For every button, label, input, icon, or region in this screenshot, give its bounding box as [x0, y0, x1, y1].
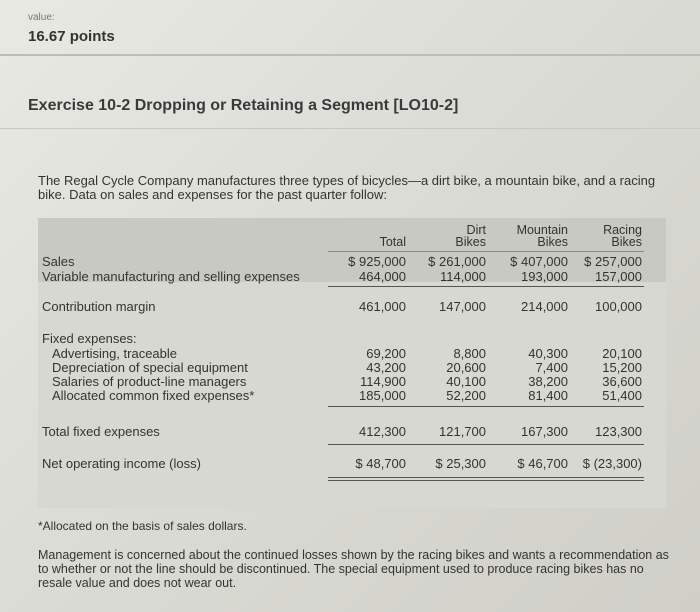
cell-mountain: 38,200: [528, 374, 568, 389]
row-label: Total fixed expenses: [42, 424, 160, 439]
row-label: Sales: [42, 254, 75, 269]
table-row-sales: [38, 254, 666, 269]
divider-mid: [0, 128, 700, 129]
cell-racing: 123,300: [595, 424, 642, 439]
column-headers: [38, 224, 666, 254]
row-label: Salaries of product-line managers: [52, 374, 247, 389]
income-statement-table: [38, 218, 666, 508]
cell-dirt: 20,600: [446, 360, 486, 375]
table-row-depreciation: [38, 360, 666, 374]
cell-racing: 36,600: [602, 374, 642, 389]
cell-racing: $ 257,000: [584, 254, 642, 269]
table-row-variable: [38, 269, 666, 284]
management-paragraph: Management is concerned about the continued losses shown by the racing bikes and wants a recommendation as to whether or not the line should be discontinued. The special equipment used to produce racing bikes has no resale value and does not wear out.: [38, 548, 669, 590]
row-label: Allocated common fixed expenses*: [52, 388, 255, 403]
exercise-title: Exercise 10-2 Dropping or Retaining a Segment [LO10-2]: [28, 97, 459, 114]
total-fixed-rule: [328, 444, 644, 445]
points-value: 16.67 points: [28, 28, 115, 45]
cell-dirt: 114,000: [439, 269, 486, 284]
table-row-net-income: [38, 456, 666, 472]
variable-rule: [328, 286, 644, 287]
cell-total: $ 925,000: [348, 254, 406, 269]
cell-mountain: 7,400: [535, 360, 568, 375]
cell-mountain: 167,300: [521, 424, 568, 439]
divider-top: [0, 54, 700, 56]
cell-racing: 51,400: [602, 388, 642, 403]
cell-total: 185,000: [359, 388, 406, 403]
table-row-total-fixed: [38, 424, 666, 440]
cell-mountain: 81,400: [528, 388, 568, 403]
value-label: value:: [28, 12, 55, 23]
double-rule-bottom: [328, 480, 644, 481]
cell-racing: 15,200: [602, 360, 642, 375]
fixed-expenses-heading: [38, 331, 666, 346]
col-header-mountain: Mountain Bikes: [516, 223, 568, 249]
cell-total: $ 48,700: [355, 456, 406, 471]
cell-racing: 20,100: [602, 346, 642, 361]
intro-text: The Regal Cycle Company manufactures three types of bicycles—a dirt bike, a mountain bike, and a racing bike. Data on sales and expenses for the past quarter follow:: [38, 173, 656, 202]
cell-dirt: $ 261,000: [428, 254, 486, 269]
cell-mountain: $ 407,000: [510, 254, 568, 269]
cell-racing: $ (23,300): [582, 456, 642, 471]
table-row-salaries: [38, 374, 666, 388]
row-label: Fixed expenses:: [42, 331, 137, 346]
cell-total: 464,000: [359, 269, 406, 284]
cell-dirt: 8,800: [453, 346, 486, 361]
cell-dirt: 40,100: [446, 374, 486, 389]
col-header-total: Total: [379, 235, 406, 249]
cell-mountain: $ 46,700: [517, 456, 568, 471]
table-row-allocated: [38, 388, 666, 402]
col-header-dirt: Dirt Bikes: [455, 223, 486, 249]
cell-racing: 100,000: [595, 299, 642, 314]
cell-total: 69,200: [366, 346, 406, 361]
header-rule: [328, 251, 644, 252]
footnote: *Allocated on the basis of sales dollars.: [38, 519, 247, 533]
cell-mountain: 193,000: [521, 269, 568, 284]
cell-dirt: 121,700: [439, 424, 486, 439]
cell-total: 412,300: [359, 424, 406, 439]
cell-dirt: 52,200: [446, 388, 486, 403]
cell-mountain: 214,000: [521, 299, 568, 314]
cell-racing: 157,000: [595, 269, 642, 284]
cell-total: 461,000: [359, 299, 406, 314]
table-row-contribution: [38, 299, 666, 315]
col-header-racing: Racing Bikes: [603, 223, 642, 249]
row-label: Advertising, traceable: [52, 346, 178, 361]
fixed-rule: [328, 406, 644, 407]
cell-dirt: 147,000: [439, 299, 486, 314]
double-rule-top: [328, 477, 644, 478]
row-label: Depreciation of special equipment: [52, 360, 248, 375]
cell-dirt: $ 25,300: [435, 456, 486, 471]
cell-total: 43,200: [366, 360, 406, 375]
row-label: Variable manufacturing and selling expenses: [42, 269, 300, 284]
cell-total: 114,900: [359, 374, 406, 389]
cell-mountain: 40,300: [528, 346, 568, 361]
table-row-advertising: [38, 346, 666, 360]
row-label: Contribution margin: [42, 299, 156, 314]
row-label: Net operating income (loss): [42, 456, 201, 471]
